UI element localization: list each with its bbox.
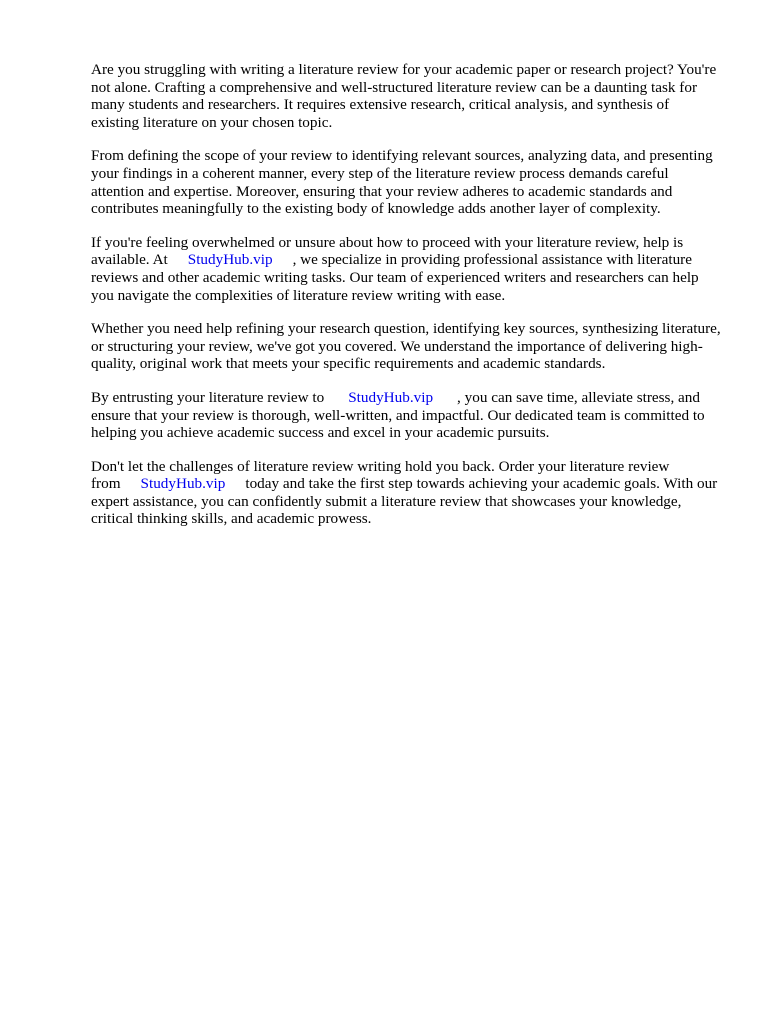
paragraph-text: Are you struggling with writing a literature review for your academic paper or research project? You're not alone. Crafting a comprehensive and well-structured literature review can be a daunting task for many students and researchers. It requires extensive research, critical analysis, and synthesis of existing literature on your chosen topic. — [91, 61, 717, 131]
paragraph-scope — [91, 147, 721, 217]
paragraph-text: today and take the first step towards achieving your academic goals. With our expert assistance, you can confidently submit a literature review that showcases your knowledge, critical thinking skills, and academic prowess. — [91, 475, 718, 528]
paragraph-text: , we specialize in providing professional assistance with literature reviews and other academic writing tasks. Our team of experienced writers and researchers can help you navigate the complexities of literature review writing with ease. — [91, 251, 699, 304]
paragraph-help-available — [91, 234, 721, 304]
paragraph-entrusting — [91, 389, 721, 442]
paragraph-text: If you're feeling overwhelmed or unsure about how to proceed with your literature review, help is available. At — [91, 233, 684, 269]
studyhub-link[interactable]: StudyHub.vip — [187, 251, 273, 269]
paragraph-intro — [91, 61, 721, 131]
studyhub-link[interactable]: StudyHub.vip — [140, 475, 226, 493]
paragraph-text: By entrusting your literature review to — [91, 388, 325, 406]
paragraph-text: From defining the scope of your review to identifying relevant sources, analyzing data, and presenting your findings in a coherent manner, every step of the literature review process demands careful attention and expertise. Moreover, ensuring that your review adheres to academic standards and contributes meaningfully to the existing body of knowledge adds another layer of complexity. — [91, 147, 713, 218]
paragraph-call-to-action — [91, 458, 721, 528]
paragraph-text: , you can save time, alleviate stress, and ensure that your review is thorough, well-written, and impactful. Our dedicated team is committed to helping you achieve academic success and excel in your academic pursuits. — [91, 388, 705, 442]
document-body — [91, 61, 721, 544]
studyhub-link[interactable]: StudyHub.vip — [348, 388, 434, 406]
paragraph-text: Don't let the challenges of literature review writing hold you back. Order your literature review from — [91, 457, 670, 493]
paragraph-text: Whether you need help refining your research question, identifying key sources, synthesizing literature, or structuring your review, we've got you covered. We understand the importance of delivering high-quality, original work that meets your specific requirements and academic standards. — [91, 320, 721, 373]
paragraph-coverage — [91, 320, 721, 373]
